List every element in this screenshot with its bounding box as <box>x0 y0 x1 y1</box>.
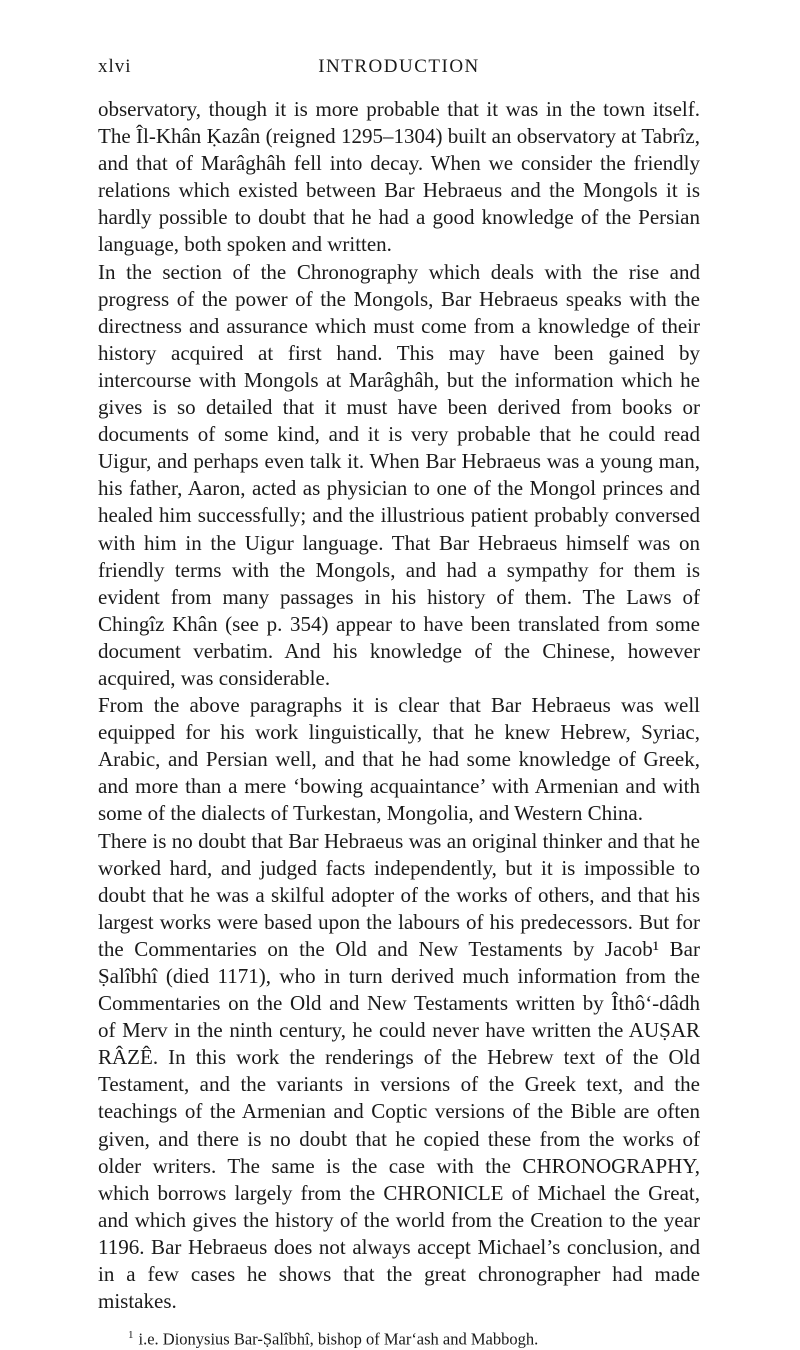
footnote-marker: 1 <box>128 1329 134 1342</box>
paragraph-chronography-mongols: In the section of the Chronography which deals with the rise and progress of the power of the Mongols, Bar Hebraeus speaks with the directness and assurance which must come from a knowledge of their history acquired at first hand. This may have been gained by intercourse with Mongols at Marâghâh, but the information which he gives is so detailed that it must have been derived from books or documents of some kind, and it is very probable that he could read Uigur, and perhaps even talk it. When Bar Hebraeus was a young man, his father, Aaron, acted as physician to one of the Mongol princes and healed him successfully; and the illustrious patient probably conversed with him in the Uigur language. That Bar Hebraeus himself was on friendly terms with the Mongols, and had a sympathy for them is evident from many passages in his history of them. The Laws of Chingîz Khân (see p. 354) appear to have been translated from some document verbatim. And his knowledge of the Chinese, however acquired, was considerable. <box>98 259 700 690</box>
footnote <box>128 1325 700 1350</box>
paragraph-linguistic-equipment: From the above paragraphs it is clear that Bar Hebraeus was well equipped for his work linguistically, that he knew Hebrew, Syriac, Arabic, and Persian well, and that he had some knowledge of Greek, and more than a mere ‘bowing acquaintance’ with Armenian and with some of the dialects of Turkestan, Mongolia, and Western China. <box>98 693 700 826</box>
page-number: xlvi <box>98 56 132 77</box>
running-head <box>98 56 700 84</box>
document-page <box>98 56 700 1350</box>
paragraph-sources: There is no doubt that Bar Hebraeus was an original thinker and that he worked hard, and judged facts independently, but it is impossible to doubt that he was a skilful adopter of the works of others, and that his largest works were based upon the labours of his predecessors. But for the Commentaries on the Old and New Testaments by Jacob¹ Bar Ṣalîbhî (died 1171), who in turn derived much information from the Commentaries on the Old and New Testaments written by Îthô‘-dâdh of Merv in the ninth century, he could never have written the AUṢAR RÂZÊ. In this work the renderings of the Hebrew text of the Old Testament, and the variants in versions of the Greek text, and the teachings of the Armenian and Coptic versions of the Bible are often given, and there is no doubt that he copied these from the works of older writers. The same is the case with the CHRONOGRAPHY, which borrows largely from the CHRONICLE of Michael the Great, and which gives the history of the world from the Creation to the year 1196. Bar Hebraeus does not always accept Michael’s conclusion, and in a few cases he shows that the great chronographer had made mistakes. <box>98 828 700 1314</box>
running-head-title: INTRODUCTION <box>318 56 480 77</box>
paragraph-observatory: observatory, though it is more probable that it was in the town itself. The Îl-Khân Ḳazân (reigned 1295–1304) built an observatory at Tabrîz, and that of Marâghâh fell into decay. When we consider the friendly relations which existed between Bar Hebraeus and the Mongols it is hardly possible to doubt that he had a good knowledge of the Persian language, both spoken and written. <box>98 97 700 257</box>
footnote-text: i.e. Dionysius Bar-Ṣalîbhî, bishop of Mar‘ash and Mabbogh. <box>138 1329 539 1349</box>
body-text <box>98 96 700 1315</box>
